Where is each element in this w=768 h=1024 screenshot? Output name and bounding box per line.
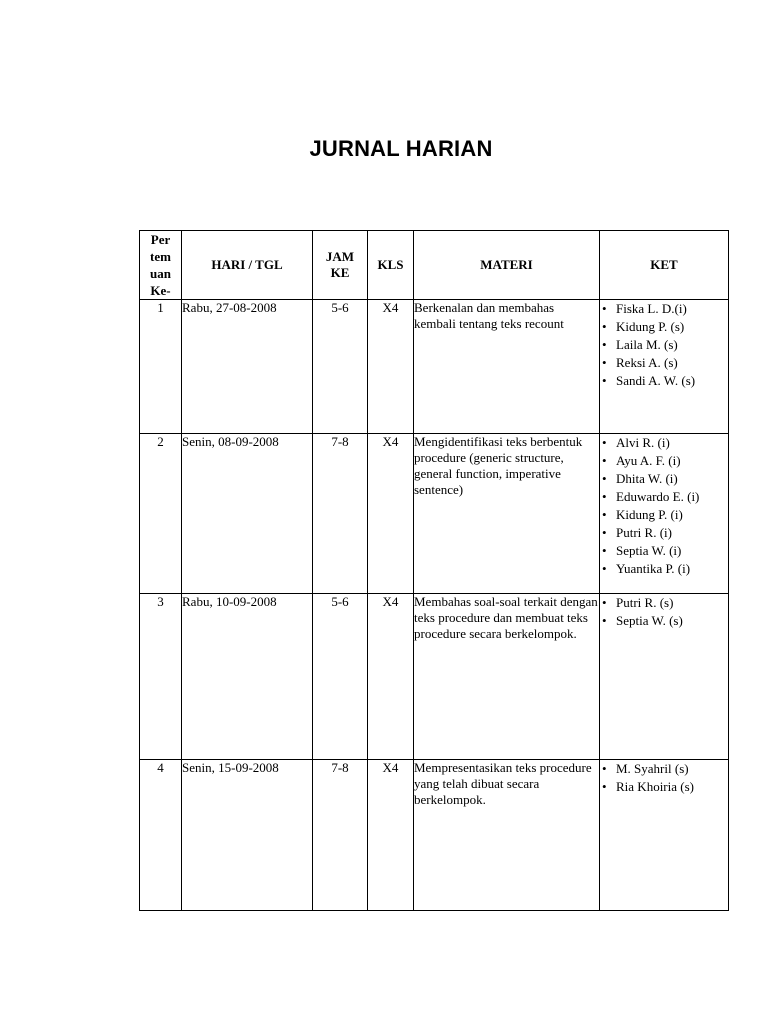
- row-kls: X4: [368, 760, 414, 911]
- ket-list: [600, 594, 728, 630]
- row-jam: 5-6: [313, 594, 368, 760]
- ket-item: • Alvi R. (i): [600, 434, 728, 452]
- header-jam-line: KE: [330, 265, 350, 280]
- row-kls: X4: [368, 434, 414, 594]
- row-number: 3: [140, 594, 182, 760]
- row-materi: Membahas soal-soal terkait dengan teks procedure dan membuat teks procedure secara berkelompok.: [414, 594, 600, 760]
- header-materi: MATERI: [414, 231, 600, 300]
- row-hari-tgl: Rabu, 27-08-2008: [182, 300, 313, 434]
- ket-item: • M. Syahril (s): [600, 760, 728, 778]
- ket-item: • Yuantika P. (i): [600, 560, 728, 578]
- row-hari-tgl: Senin, 08-09-2008: [182, 434, 313, 594]
- header-pertemuan-line: uan: [150, 266, 171, 281]
- row-ket: [600, 434, 729, 594]
- header-hari-tgl: HARI / TGL: [182, 231, 313, 300]
- row-ket: [600, 300, 729, 434]
- row-jam: 7-8: [313, 434, 368, 594]
- ket-item: • Dhita W. (i): [600, 470, 728, 488]
- ket-list: [600, 434, 728, 578]
- row-kls: X4: [368, 300, 414, 434]
- ket-item: • Reksi A. (s): [600, 354, 728, 372]
- row-number: 1: [140, 300, 182, 434]
- ket-list: [600, 760, 728, 796]
- ket-item: • Kidung P. (s): [600, 318, 728, 336]
- ket-item: • Laila M. (s): [600, 336, 728, 354]
- ket-item: • Putri R. (s): [600, 594, 728, 612]
- row-kls: X4: [368, 594, 414, 760]
- table-row: [140, 760, 729, 911]
- journal-table: [139, 230, 729, 911]
- ket-item: • Sandi A. W. (s): [600, 372, 728, 390]
- header-jam-ke: [313, 231, 368, 300]
- table-row: [140, 300, 729, 434]
- row-number: 2: [140, 434, 182, 594]
- row-number: 4: [140, 760, 182, 911]
- header-pertemuan-line: Ke-: [150, 283, 171, 298]
- ket-item: • Kidung P. (i): [600, 506, 728, 524]
- table-row: [140, 434, 729, 594]
- row-materi: Berkenalan dan membahas kembali tentang teks recount: [414, 300, 600, 434]
- row-hari-tgl: Senin, 15-09-2008: [182, 760, 313, 911]
- header-ket: KET: [600, 231, 729, 300]
- header-pertemuan-line: tem: [150, 249, 171, 264]
- row-materi: Mengidentifikasi teks berbentuk procedure (generic structure, general function, imperative sentence): [414, 434, 600, 594]
- ket-item: • Ayu A. F. (i): [600, 452, 728, 470]
- ket-list: [600, 300, 728, 390]
- ket-item: • Ria Khoiria (s): [600, 778, 728, 796]
- row-materi: Mempresentasikan teks procedure yang telah dibuat secara berkelompok.: [414, 760, 600, 911]
- page-title: JURNAL HARIAN: [309, 136, 493, 161]
- header-pertemuan: [140, 231, 182, 300]
- ket-item: • Fiska L. D.(i): [600, 300, 728, 318]
- ket-item: • Putri R. (i): [600, 524, 728, 542]
- table-header-row: [140, 231, 729, 300]
- row-jam: 7-8: [313, 760, 368, 911]
- row-hari-tgl: Rabu, 10-09-2008: [182, 594, 313, 760]
- header-pertemuan-line: Per: [150, 232, 171, 247]
- ket-item: • Septia W. (i): [600, 542, 728, 560]
- table-row: [140, 594, 729, 760]
- ket-item: • Septia W. (s): [600, 612, 728, 630]
- row-ket: [600, 594, 729, 760]
- row-ket: [600, 760, 729, 911]
- header-kls: KLS: [368, 231, 414, 300]
- header-jam-line: JAM: [325, 249, 355, 264]
- row-jam: 5-6: [313, 300, 368, 434]
- ket-item: • Eduwardo E. (i): [600, 488, 728, 506]
